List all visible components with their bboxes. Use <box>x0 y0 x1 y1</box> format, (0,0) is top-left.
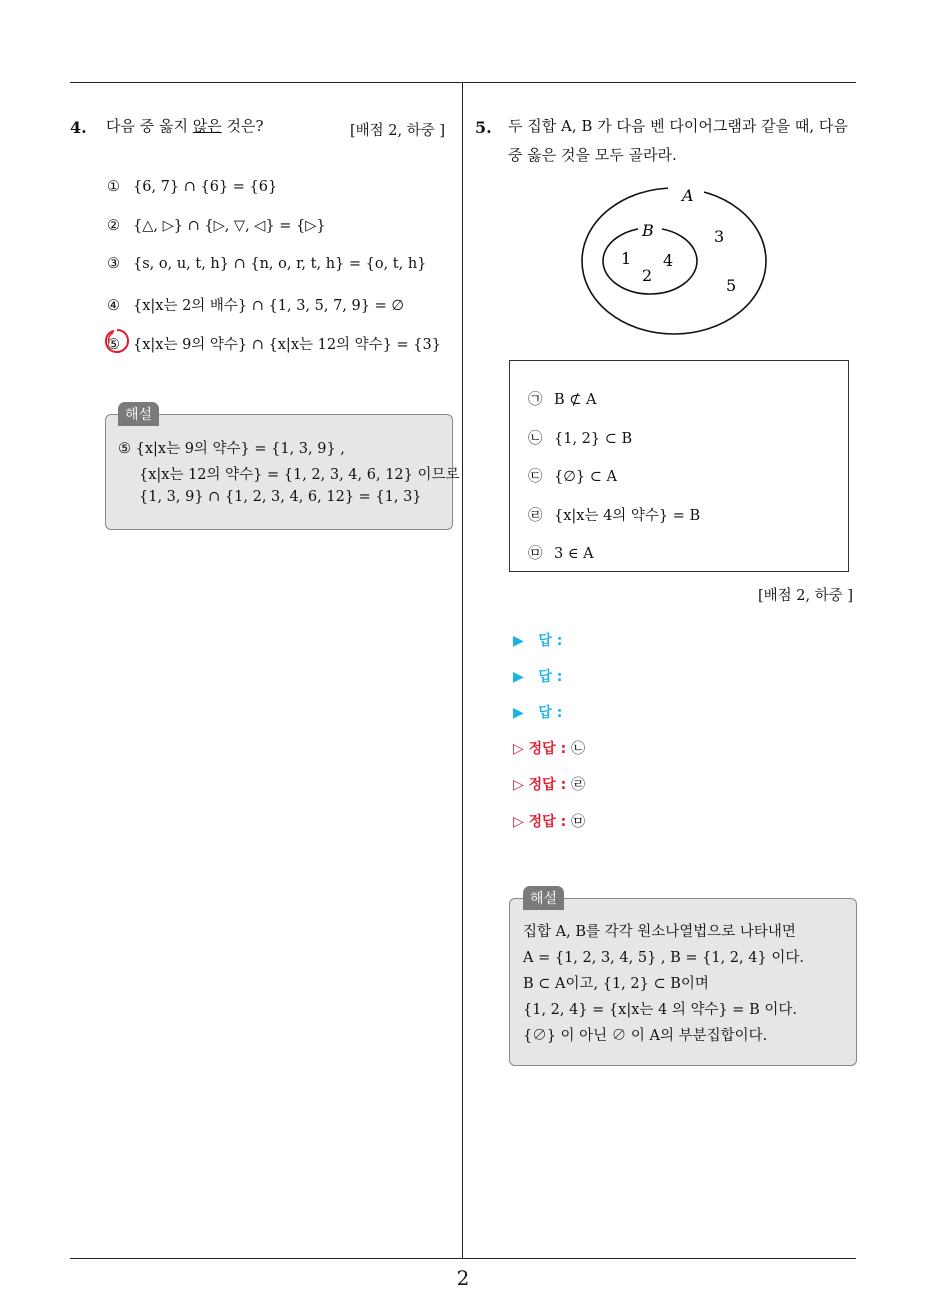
play-arrow-icon: ▶ <box>513 669 524 685</box>
option-text: B ⊄ A <box>554 392 597 408</box>
correct-answer-2 <box>513 774 585 794</box>
q5-explanation-line: {1, 2, 4} = {x|x는 4 의 약수} = B 이다. <box>523 1002 797 1018</box>
choice-number: ① <box>107 179 120 195</box>
choice-text: {△, ▷} ∩ {▷, ▽, ◁} = {▷} <box>133 218 326 234</box>
venn-element: 2 <box>642 266 653 285</box>
correct-value: ㉣ <box>571 777 586 793</box>
play-arrow-icon: ▶ <box>513 633 524 649</box>
q4-explanation-line: ⑤ {x|x는 9의 약수} = {1, 3, 9} , <box>118 441 345 457</box>
q4-prompt-before: 다음 중 옳지 <box>106 117 193 135</box>
choice-number: ⑤ <box>107 337 120 353</box>
q5-prompt-line2: 중 옳은 것을 모두 골라라. <box>508 146 677 164</box>
q4-explanation-tab: 해설 <box>118 402 159 426</box>
outline-arrow-icon: ▷ <box>513 741 524 757</box>
venn-element: 3 <box>714 227 725 246</box>
q5-number: 5. <box>475 118 492 137</box>
answer-blank-3[interactable] <box>513 702 562 722</box>
venn-label-b: B <box>642 221 654 240</box>
q5-option-3[interactable] <box>528 465 617 486</box>
q5-explanation-line: 집합 A, B를 각각 원소나열법으로 나타내면 <box>523 924 796 940</box>
column-divider <box>462 83 463 1258</box>
venn-element: 4 <box>663 251 674 270</box>
q4-choice-5[interactable] <box>107 333 441 354</box>
q4-choice-2[interactable] <box>107 218 326 234</box>
correct-label: 정답 : <box>528 741 567 757</box>
option-text: {x|x는 4의 약수} = B <box>554 508 701 524</box>
correct-label: 정답 : <box>528 814 567 830</box>
venn-element: 5 <box>726 276 737 295</box>
outline-arrow-icon: ▷ <box>513 814 524 830</box>
option-number: ㉠ <box>528 392 543 408</box>
q5-explanation-tab: 해설 <box>523 886 564 910</box>
option-text: {∅} ⊂ A <box>554 469 617 485</box>
choice-text: {s, o, u, t, h} ∩ {n, o, r, t, h} = {o, t, h} <box>133 256 427 272</box>
q5-option-5[interactable] <box>528 542 594 563</box>
bottom-rule <box>70 1258 856 1259</box>
venn-element: 1 <box>621 249 632 268</box>
q4-choice-1[interactable] <box>107 179 277 195</box>
q4-prompt-after: 것은? <box>221 117 264 135</box>
correct-label: 정답 : <box>528 777 567 793</box>
top-rule <box>70 82 856 83</box>
choice-text: {x|x는 9의 약수} ∩ {x|x는 12의 약수} = {3} <box>133 337 441 353</box>
q4-explanation-line: {1, 3, 9} ∩ {1, 2, 3, 4, 6, 12} = {1, 3} <box>139 489 422 505</box>
choice-number: ② <box>107 218 120 234</box>
q5-explanation-line: {∅} 이 아닌 ∅ 이 A의 부분집합이다. <box>523 1028 768 1044</box>
choice-text: {x|x는 2의 배수} ∩ {1, 3, 5, 7, 9} = ∅ <box>133 298 404 314</box>
q5-option-4[interactable] <box>528 504 700 525</box>
option-text: {1, 2} ⊂ B <box>554 431 633 447</box>
choice-number: ③ <box>107 256 120 272</box>
option-text: 3 ∈ A <box>554 546 594 562</box>
option-number: ㉡ <box>528 431 543 447</box>
q5-options-box <box>509 360 849 572</box>
q4-explanation-line: {x|x는 12의 약수} = {1, 2, 3, 4, 6, 12} 이므로 <box>139 467 460 483</box>
venn-diagram <box>580 182 770 338</box>
q5-explanation-line: B ⊂ A이고, {1, 2} ⊂ B이며 <box>523 976 709 992</box>
play-arrow-icon: ▶ <box>513 705 524 721</box>
q4-choice-4[interactable] <box>107 294 404 315</box>
q4-prompt-underlined: 않은 <box>192 117 222 135</box>
choice-number: ④ <box>107 298 120 314</box>
page-number: 2 <box>456 1266 470 1290</box>
option-number: ㉤ <box>528 546 543 562</box>
q5-option-1[interactable] <box>528 388 597 409</box>
answer-label: 답 : <box>538 705 563 721</box>
q5-score: [배점 2, 하중 ] <box>758 588 854 604</box>
option-number: ㉣ <box>528 508 543 524</box>
choice-text: {6, 7} ∩ {6} = {6} <box>133 179 278 195</box>
correct-value: ㉤ <box>571 814 586 830</box>
option-number: ㉢ <box>528 469 543 485</box>
answer-label: 답 : <box>538 633 563 649</box>
venn-label-a: A <box>682 186 694 205</box>
outline-arrow-icon: ▷ <box>513 777 524 793</box>
q5-prompt-line1: 두 집합 A, B 가 다음 벤 다이어그램과 같을 때, 다음 <box>508 117 848 135</box>
correct-answer-3 <box>513 811 585 831</box>
q5-explanation-line: A = {1, 2, 3, 4, 5} , B = {1, 2, 4} 이다. <box>523 950 804 966</box>
q4-number: 4. <box>70 118 87 137</box>
answer-label: 답 : <box>538 669 563 685</box>
q5-option-2[interactable] <box>528 427 632 448</box>
selected-answer-circle-icon <box>104 328 130 354</box>
answer-blank-2[interactable] <box>513 666 562 686</box>
correct-value: ㉡ <box>571 741 586 757</box>
q4-choice-3[interactable] <box>107 256 426 272</box>
correct-answer-1 <box>513 738 585 758</box>
q4-score: [배점 2, 하중 ] <box>350 123 446 139</box>
q4-prompt <box>106 111 264 142</box>
answer-blank-1[interactable] <box>513 630 562 650</box>
